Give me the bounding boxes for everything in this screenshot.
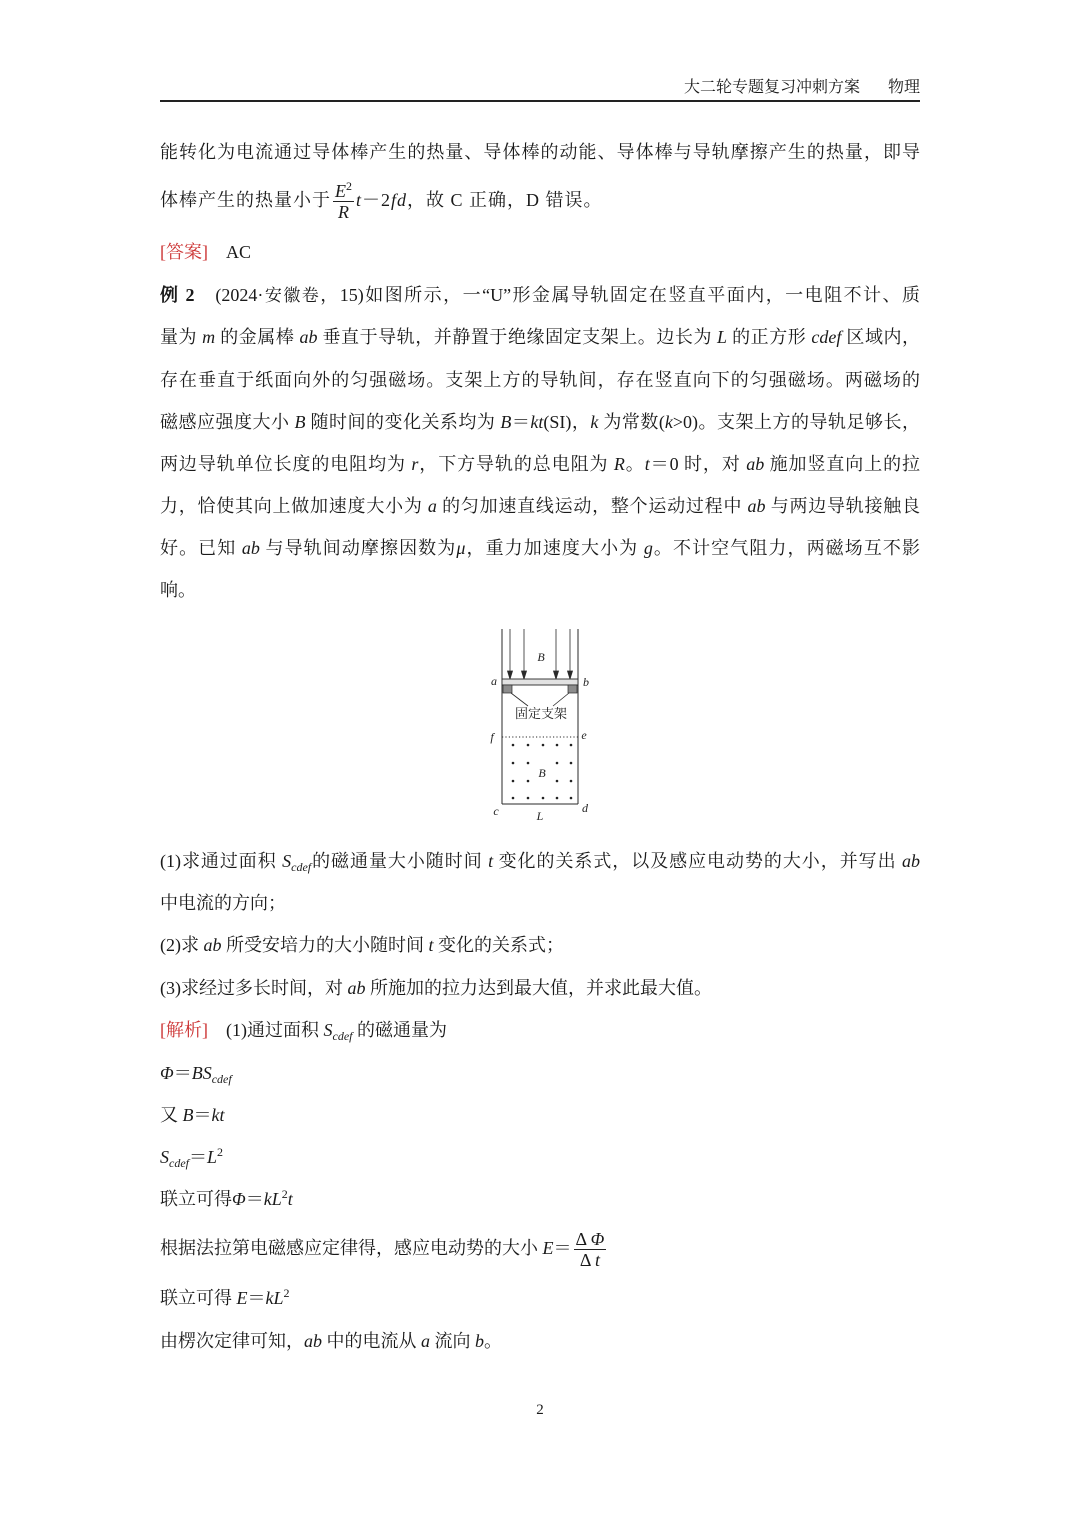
bottom-field-label: B [538, 766, 546, 780]
field-dot [512, 780, 515, 783]
text-run: 响。 [160, 580, 196, 600]
variable: S [282, 851, 292, 871]
subscript: cdef [169, 1156, 189, 1170]
variable: L [207, 1147, 218, 1167]
text-run: 随时间的变化关系均为 [305, 412, 501, 432]
superscript: 2 [346, 179, 352, 194]
text-run: ，15)如图所示，一“U”形金属导轨固定在竖直平面内，一电阻不计、质 [320, 285, 921, 305]
top-field-label: B [537, 650, 545, 664]
text-run: 联立可得 [160, 1189, 232, 1209]
text-run: 施加竖直向上的拉 [764, 454, 921, 474]
example-line [160, 365, 920, 395]
variable: L [717, 327, 728, 347]
equation-line [160, 1100, 920, 1130]
variable: r [411, 454, 419, 474]
equation-line [160, 1220, 920, 1276]
variable: m [202, 327, 216, 347]
text-run: 又 [160, 1105, 183, 1125]
text-run: Δ [575, 1229, 591, 1250]
point-b-label: b [583, 675, 589, 689]
field-dot [527, 744, 530, 747]
variable: E [236, 1288, 248, 1308]
text-run: －2 [362, 190, 392, 210]
header-rule [160, 100, 920, 102]
page-number: 2 [536, 1402, 544, 1418]
text-run: 好。已知 [160, 538, 242, 558]
text-run: 的匀加速直线运动，整个运动过程中 [436, 496, 748, 516]
text-run: 与导轨间动摩擦因数为 [259, 538, 457, 558]
example-line [160, 449, 920, 479]
text-run: ＝ [245, 1189, 264, 1209]
text-run: 根据法拉第电磁感应定律得，感应电动势的大小 [160, 1238, 543, 1258]
variable: R [338, 202, 349, 223]
question-line [160, 846, 920, 876]
arrow-head [554, 671, 559, 679]
variable: ab [241, 538, 260, 558]
text-run: >0)。支架上方的导轨足够长， [672, 412, 921, 432]
variable: BS [191, 1063, 212, 1083]
variable: fd [391, 190, 408, 210]
variable: ab [746, 454, 765, 474]
text-run: ＝ [193, 1105, 212, 1125]
text-run: ＝ [173, 1063, 192, 1083]
fraction [574, 1229, 607, 1270]
text-run: 的磁通量为 [352, 1020, 447, 1040]
variable: k [664, 412, 673, 432]
variable: ab [747, 496, 766, 516]
point-e-label: e [581, 728, 587, 742]
field-dot [556, 744, 559, 747]
field-dot [556, 797, 559, 800]
variable: t [644, 454, 650, 474]
text-run: (3)求经过多长时间，对 [160, 978, 348, 998]
text-run: 为常数( [598, 412, 665, 432]
text-run: 两边导轨单位长度的电阻均为 [160, 454, 412, 474]
text-run: 垂直于导轨，并静置于绝缘固定支架上。边长为 [317, 327, 718, 347]
answer-line [160, 237, 920, 267]
variable: Φ [232, 1189, 246, 1209]
point-d-label: d [582, 801, 588, 815]
example-line [160, 322, 920, 352]
equation-line [160, 1142, 920, 1172]
text-run: 体棒产生的热量小于 [160, 190, 331, 210]
fraction-denominator [578, 1250, 602, 1270]
text-run: 的磁通量大小随时间 [311, 851, 489, 871]
field-dot [556, 780, 559, 783]
text-run: ＝ [247, 1288, 266, 1308]
text-run: ＝ [189, 1147, 207, 1167]
field-dot [527, 797, 530, 800]
variable: ab [902, 851, 921, 871]
text-run: 变化的关系式； [433, 935, 565, 955]
text-run: ＝0 时，对 [649, 454, 747, 474]
field-dot [512, 762, 515, 765]
variable: E [542, 1238, 554, 1258]
variable: E [335, 181, 346, 202]
variable: kL [263, 1189, 282, 1209]
text-run: 与两边导轨接触良 [765, 496, 921, 516]
text-run: 由楞次定律可知， [160, 1331, 304, 1351]
field-dot [542, 744, 545, 747]
point-a-label: a [491, 674, 497, 688]
text-run: 能转化为电流通过导体棒产生的热量、导体棒的动能、导体棒与导轨摩擦产生的热量，即导 [160, 142, 920, 162]
text-run: 磁感应强度大小 [160, 412, 295, 432]
field-dot [542, 797, 545, 800]
variable: a [421, 1331, 430, 1351]
variable: R [613, 454, 625, 474]
analysis-line [160, 1015, 920, 1045]
text-run: (1)求通过面积 [160, 851, 283, 871]
text-run: Δ [579, 1250, 595, 1271]
text-run: 。 [484, 1331, 502, 1351]
text-run: 的金属棒 [215, 327, 300, 347]
field-dot [512, 797, 515, 800]
text-run: 量为 [160, 327, 203, 347]
left-support-block [503, 685, 512, 693]
text-run: (SI)， [543, 412, 591, 432]
subscript: cdef [332, 1029, 353, 1043]
variable: ab [203, 935, 222, 955]
equation-line [160, 1283, 920, 1313]
variable: μ [456, 538, 466, 558]
right-support-block [568, 685, 577, 693]
field-dot [570, 797, 573, 800]
question-line [160, 930, 920, 960]
text-run: ＝ [553, 1238, 572, 1258]
text-run: 力，恰使其向上做加速度大小为 [160, 496, 428, 516]
field-dot [527, 780, 530, 783]
variable: cdef [811, 327, 842, 347]
text-run: (1)通过面积 [208, 1020, 324, 1040]
subscript: cdef [291, 860, 312, 874]
variable: ab [299, 327, 318, 347]
support-leader-left [511, 693, 528, 706]
example-line [160, 280, 920, 310]
arrow-head [568, 671, 573, 679]
text-run: 。 [624, 454, 645, 474]
text-run: ，故 C 正确，D 错误。 [407, 190, 603, 210]
text-run: 的正方形 [727, 327, 812, 347]
variable: t [488, 851, 494, 871]
field-dot [570, 744, 573, 747]
text-run: ，重力加速度大小为 [465, 538, 644, 558]
variable: B [182, 1105, 194, 1125]
point-f-label: f [490, 730, 494, 744]
question-line [160, 973, 920, 1003]
text-run: AC [208, 242, 252, 262]
fraction-numerator [574, 1229, 607, 1250]
rail-magnetic-field-figure [480, 625, 600, 825]
support-label: 固定支架 [514, 706, 568, 721]
variable: g [643, 538, 653, 558]
field-dot [570, 762, 573, 765]
header-subject: 物理 [887, 79, 920, 96]
equation-line [160, 1184, 920, 1214]
section-label: [答案] [160, 242, 208, 262]
text-run: ＝ [511, 412, 531, 432]
text-run: 中的电流从 [322, 1331, 421, 1351]
field-dot [527, 762, 530, 765]
variable: kt [211, 1105, 225, 1125]
text-run: 所受安培力的大小随时间 [221, 935, 429, 955]
text-run: 区域内， [841, 327, 921, 347]
variable: ab [347, 978, 366, 998]
question-line [160, 888, 920, 918]
running-header [560, 76, 920, 100]
text-run: 变化的关系式，以及感应电动势的大小，并写出 [493, 851, 903, 871]
fraction-numerator [333, 181, 354, 202]
support-leader-right [553, 693, 569, 706]
variable: S [160, 1147, 169, 1167]
example-number: 例 2 [160, 285, 195, 305]
body-line [160, 137, 920, 167]
text-run: 中电流的方向； [160, 893, 286, 913]
variable: ab [304, 1331, 322, 1351]
fraction [333, 181, 354, 222]
superscript: 2 [281, 1187, 288, 1201]
variable: k [590, 412, 599, 432]
section-label: [解析] [160, 1020, 208, 1040]
variable: S [323, 1020, 333, 1040]
subscript: cdef [211, 1072, 232, 1086]
equation-line [160, 1058, 920, 1088]
variable: kL [265, 1288, 284, 1308]
source-name: 安徽卷 [263, 286, 321, 305]
variable: t [356, 190, 363, 210]
field-dot [556, 762, 559, 765]
variable: B [500, 412, 512, 432]
text-run: ，下方导轨的总电阻为 [418, 454, 614, 474]
variable: kt [530, 412, 544, 432]
text-run: 联立可得 [160, 1288, 237, 1308]
field-arrow [554, 629, 559, 679]
point-c-label: c [493, 804, 499, 818]
arrow-head [522, 671, 527, 679]
field-arrow [508, 629, 513, 679]
variable: B [294, 412, 306, 432]
metal-rod-ab [502, 679, 578, 685]
example-line [160, 575, 920, 605]
example-line [160, 407, 920, 437]
text-run: 流向 [430, 1331, 475, 1351]
body-line [160, 172, 920, 228]
text-run: 存在垂直于纸面向外的匀强磁场。支架上方的导轨间，存在竖直向下的匀强磁场。两磁场的 [160, 370, 920, 390]
variable: b [475, 1331, 484, 1351]
fraction-denominator [336, 202, 351, 222]
analysis-line [160, 1326, 920, 1356]
superscript: 2 [283, 1286, 290, 1300]
text-run: (2)求 [160, 935, 204, 955]
variable: a [427, 496, 437, 516]
side-length-label: L [536, 809, 544, 823]
field-arrow [522, 629, 527, 679]
field-arrow [568, 629, 573, 679]
variable: t [428, 935, 434, 955]
arrow-head [508, 671, 513, 679]
field-dot [570, 780, 573, 783]
field-dot [512, 744, 515, 747]
text-run: (2024· [194, 285, 264, 305]
variable: Φ [590, 1229, 605, 1250]
example-line [160, 533, 920, 563]
example-line [160, 491, 920, 521]
variable: Φ [160, 1063, 174, 1083]
text-run: 所施加的拉力达到最大值，并求此最大值。 [365, 978, 712, 998]
text-run: 。不计空气阻力，两磁场互不影 [652, 538, 921, 558]
variable: t [287, 1189, 293, 1209]
superscript: 2 [217, 1145, 224, 1159]
header-series-title: 大二轮专题复习冲刺方案 [683, 79, 860, 96]
variable: t [594, 1250, 600, 1271]
